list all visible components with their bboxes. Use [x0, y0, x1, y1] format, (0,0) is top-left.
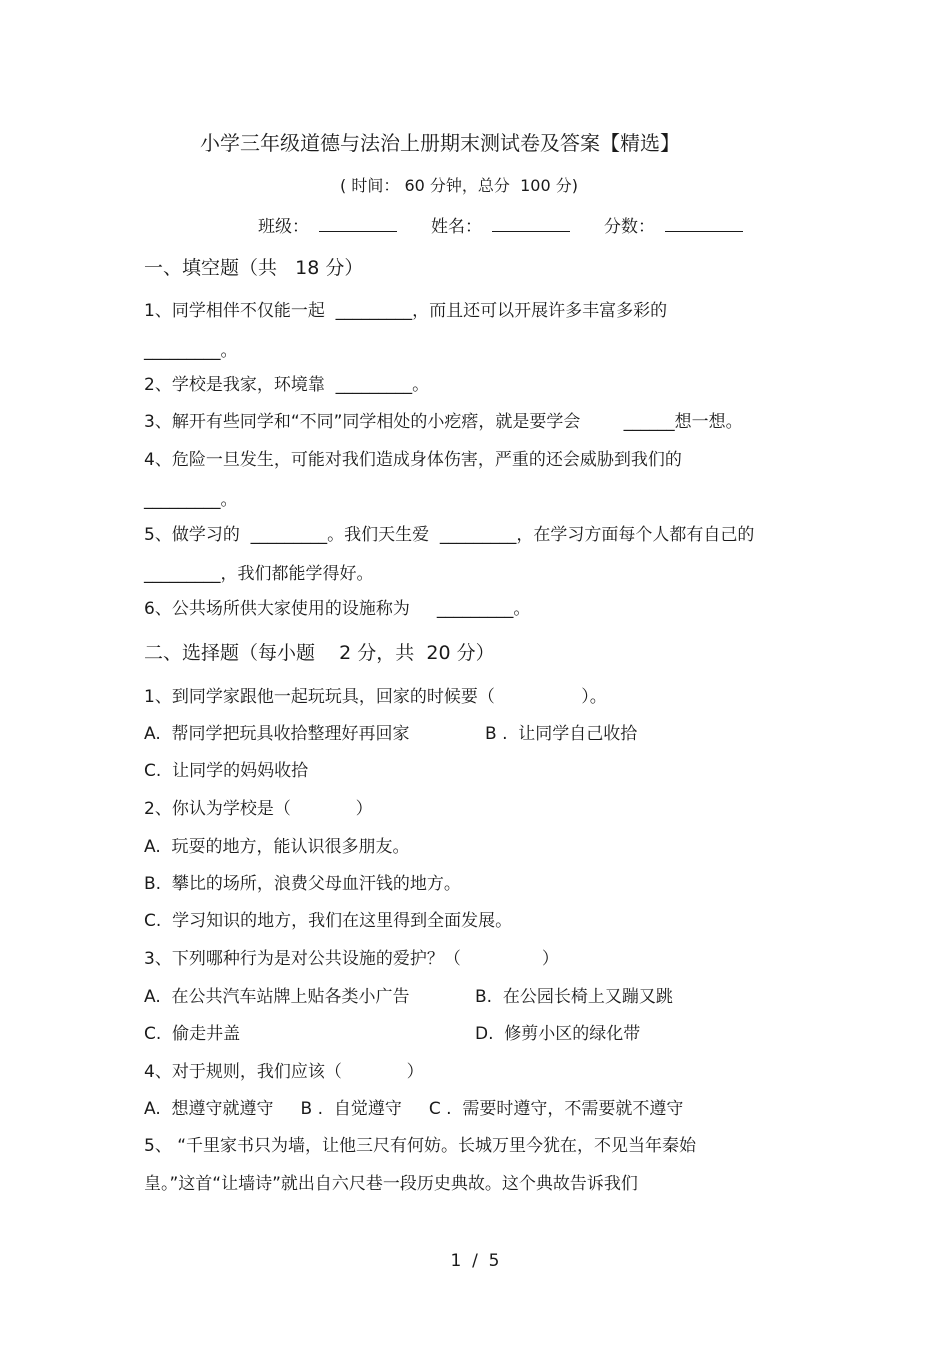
q2-option-b: B. 攀比的场所，浪费父母血汗钱的地方。 [144, 874, 461, 894]
fill-line: _________。 [144, 490, 238, 510]
fill-line: 6、公共场所供大家使用的设施称为 _________。 [144, 599, 531, 619]
q1-option-a: A. 帮同学把玩具收拾整理好再回家 [144, 724, 410, 744]
section2-heading: 二、选择题（每小题 2 分，共 20 分） [144, 642, 495, 664]
section1-heading: 一、填空题（共 18 分） [144, 257, 364, 279]
fill-line: 5、做学习的 _________。我们天生爱 _________，在学习方面每个人都有自己的 [144, 525, 755, 545]
class-label: 班级： [258, 217, 309, 237]
class-blank [319, 213, 397, 232]
score-label: 分数： [604, 217, 655, 237]
name-label: 姓名： [431, 217, 482, 237]
q2-option-a: A. 玩耍的地方，能认识很多朋友。 [144, 837, 410, 857]
question-5: 5、 “千里家书只为墙，让他三尺有何妨。长城万里今犹在，不见当年秦始 [144, 1136, 697, 1156]
exam-meta: ( 时间： 60 分钟，总分 100 分) [340, 176, 578, 195]
question-3: 3、下列哪种行为是对公共设施的爱护？（ ） [144, 949, 559, 969]
page-number: 1 / 5 [450, 1251, 500, 1271]
question-2: 2、你认为学校是（ ） [144, 799, 373, 819]
question-1: 1、到同学家跟他一起玩玩具，回家的时候要（ ）。 [144, 687, 607, 707]
fill-line: 1、同学相伴不仅能一起 _________，而且还可以开展许多丰富多彩的 [144, 301, 668, 321]
q3-option-b: B. 在公园长椅上又蹦又跳 [475, 987, 673, 1007]
q1-option-b: B . 让同学自己收拾 [485, 724, 638, 744]
fill-line: 2、学校是我家，环境靠 _________。 [144, 375, 430, 395]
fill-line: 3、解开有些同学和“不同”同学相处的小疙瘩，就是要学会 ______想一想。 [144, 412, 743, 432]
q3-option-d: D. 修剪小区的绿化带 [475, 1024, 641, 1044]
page-title: 小学三年级道德与法治上册期末测试卷及答案【精选】 [200, 131, 680, 155]
question-4: 4、对于规则，我们应该（ ） [144, 1062, 424, 1082]
name-blank [492, 213, 570, 232]
name-field [431, 213, 570, 238]
q2-option-c: C. 学习知识的地方，我们在这里得到全面发展。 [144, 911, 513, 931]
fill-line: _________，我们都能学得好。 [144, 564, 374, 584]
q3-option-c: C. 偷走井盖 [144, 1024, 241, 1044]
question-5-cont: 皇。”这首“让墙诗”就出自六尺巷一段历史典故。这个典故告诉我们 [144, 1174, 638, 1194]
score-blank [665, 213, 743, 232]
q3-option-a: A. 在公共汽车站牌上贴各类小广告 [144, 987, 410, 1007]
fill-line: 4、危险一旦发生，可能对我们造成身体伤害，严重的还会威胁到我们的 [144, 450, 682, 470]
score-field [604, 213, 743, 238]
class-field [258, 213, 397, 238]
q1-option-c: C. 让同学的妈妈收拾 [144, 761, 309, 781]
fill-line: _________。 [144, 341, 238, 361]
q4-options: A. 想遵守就遵守 B . 自觉遵守 C . 需要时遵守，不需要就不遵守 [144, 1099, 684, 1119]
